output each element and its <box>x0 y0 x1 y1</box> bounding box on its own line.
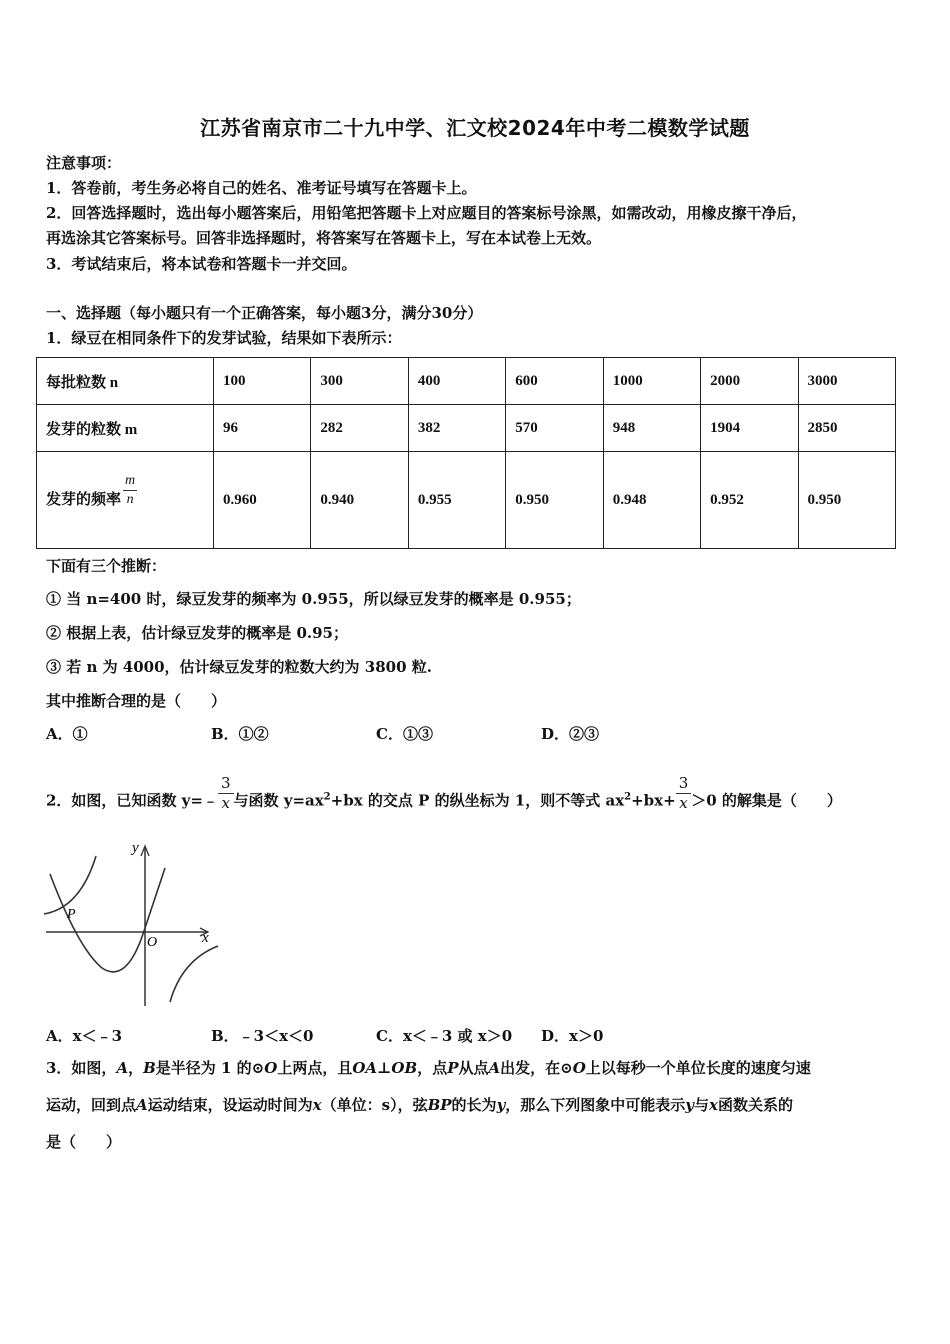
q1-option-d[interactable]: D．②③ <box>541 725 600 743</box>
q2-option-b[interactable]: B．﹣3＜x＜0 <box>211 1027 314 1045</box>
section-heading: 一、选择题（每小题只有一个正确答案，每小题3分，满分30分） <box>46 304 483 322</box>
q3-text: 运动，回到点 <box>46 1096 137 1114</box>
three-over-x-fraction <box>676 774 692 813</box>
table-row-label: 每批粒数 n <box>37 358 214 405</box>
variable-y: y <box>685 1096 695 1114</box>
hyperbola-right-branch <box>170 946 218 1002</box>
fraction-numerator: 3 <box>676 774 692 794</box>
table-cell: 100 <box>214 358 311 405</box>
q3-text: 上两点，且 <box>277 1059 353 1077</box>
q3-text: ，那么下列图象中可能表示 <box>505 1096 686 1114</box>
q1-option-c[interactable]: C．①③ <box>376 725 433 743</box>
q1-stem: 1．绿豆在相同条件下的发芽试验，结果如下表所示： <box>46 329 402 347</box>
q3-stem <box>46 1050 908 1161</box>
q2-option-c[interactable]: C．x＜﹣3 或 x＞0 <box>376 1027 513 1045</box>
q3-text: 3．如图， <box>46 1059 117 1077</box>
q1-option-a[interactable]: A．① <box>46 725 88 743</box>
table-row <box>37 358 896 405</box>
table-cell: 0.940 <box>311 452 408 549</box>
three-over-x-fraction <box>218 774 234 813</box>
q1-intro: 下面有三个推断： <box>46 557 167 575</box>
function-graph <box>40 838 225 1008</box>
q1-question: 其中推断合理的是（ ） <box>46 692 227 710</box>
variable-x: x <box>312 1096 322 1114</box>
notice-item-1: 1．答卷前，考生务必将自己的姓名、准考证号填写在答题卡上。 <box>46 179 477 197</box>
q1-inference-2: ② 根据上表，估计绿豆发芽的概率是 0.95； <box>46 624 348 642</box>
q3-text: 与 <box>694 1096 710 1114</box>
q3-text: （单位：s），弦 <box>321 1096 428 1114</box>
table-cell: 570 <box>506 405 603 452</box>
q2-text-1: 2．如图，已知函数 y=﹣ <box>46 791 218 810</box>
y-axis-label: y <box>132 840 139 856</box>
table-cell: 1000 <box>603 358 700 405</box>
q3-text: 是（ ） <box>46 1133 122 1151</box>
q3-text: 从点 <box>458 1059 489 1077</box>
table-cell: 0.950 <box>506 452 603 549</box>
frequency-label: 发芽的频率 <box>46 491 122 508</box>
germination-table <box>36 357 896 549</box>
q2-stem <box>46 774 842 821</box>
table-cell: 300 <box>311 358 408 405</box>
notice-item-3: 3．考试结束后，将本试卷和答题卡一并交回。 <box>46 255 357 273</box>
chord-bp: BP <box>427 1096 452 1114</box>
circle-o: O <box>264 1059 278 1077</box>
point-b: B <box>143 1059 156 1077</box>
point-p-label: P <box>67 907 76 922</box>
q3-text: 函数关系的 <box>717 1096 793 1114</box>
notice-heading: 注意事项： <box>46 154 122 172</box>
point-a: A <box>136 1096 148 1114</box>
table-row-label: 发芽的粒数 m <box>37 405 214 452</box>
table-row <box>37 405 896 452</box>
table-cell: 0.950 <box>798 452 895 549</box>
table-cell: 0.948 <box>603 452 700 549</box>
variable-x: x <box>709 1096 718 1114</box>
page-title: 江苏省南京市二十九中学、汇文校2024年中考二模数学试题 <box>200 116 750 140</box>
q3-text: 的长为 <box>451 1096 497 1114</box>
table-row <box>37 452 896 549</box>
q3-text: 运动结束，设运动时间为 <box>147 1096 313 1114</box>
q2-text-5: ＞0 的解集是（ ） <box>691 791 842 810</box>
q2-option-d[interactable]: D．x＞0 <box>541 1027 604 1045</box>
fraction-numerator: m <box>123 472 137 491</box>
table-cell: 2000 <box>701 358 798 405</box>
table-cell: 1904 <box>701 405 798 452</box>
q2-text-3: +bx 的交点 P 的纵坐标为 1，则不等式 ax <box>330 791 625 810</box>
q1-inference-1: ① 当 n=400 时，绿豆发芽的频率为 0.955，所以绿豆发芽的概率是 0.955； <box>46 590 581 608</box>
point-a: A <box>116 1059 129 1077</box>
point-p: P <box>447 1059 459 1077</box>
table-row-label <box>37 452 214 549</box>
exponent: 2 <box>323 791 331 803</box>
fraction-denominator: n <box>126 491 134 507</box>
circle-o: O <box>572 1059 586 1077</box>
q2-option-a[interactable]: A．x＜﹣3 <box>46 1027 123 1045</box>
fraction-denominator: x <box>679 794 688 812</box>
q2-text-4: +bx+ <box>631 791 676 810</box>
origin-label: O <box>147 935 158 950</box>
table-cell: 0.955 <box>408 452 505 549</box>
table-cell: 600 <box>506 358 603 405</box>
table-cell: 0.952 <box>701 452 798 549</box>
fraction-numerator: 3 <box>218 774 234 794</box>
hyperbola-left-branch <box>44 856 96 914</box>
table-cell: 0.960 <box>214 452 311 549</box>
table-cell: 282 <box>311 405 408 452</box>
table-cell: 3000 <box>798 358 895 405</box>
table-cell: 400 <box>408 358 505 405</box>
perpendicular-relation: OA⊥OB <box>352 1059 418 1077</box>
notice-item-2: 2．回答选择题时，选出每小题答案后，用铅笔把答题卡上对应题目的答案标号涂黑，如需改动，用橡皮擦干净后， <box>46 204 807 222</box>
q1-inference-3: ③ 若 n 为 4000，估计绿豆发芽的粒数大约为 3800 粒. <box>46 658 432 676</box>
table-cell: 382 <box>408 405 505 452</box>
fraction-denominator: x <box>221 794 230 812</box>
q1-option-b[interactable]: B．①② <box>211 725 269 743</box>
q3-text: 上以每秒一个单位长度的速度匀速 <box>585 1059 811 1077</box>
table-cell: 2850 <box>798 405 895 452</box>
m-over-n-fraction <box>123 472 137 509</box>
q2-text-2: 与函数 y=ax <box>233 791 324 810</box>
notice-item-2-cont: 再选涂其它答案标号。回答非选择题时，将答案写在答题卡上，写在本试卷上无效。 <box>46 229 602 247</box>
q3-text: ，点 <box>417 1059 448 1077</box>
q3-text: 出发，在⊙ <box>500 1059 573 1077</box>
table-cell: 96 <box>214 405 311 452</box>
q3-text: 是半径为 1 的⊙ <box>155 1059 265 1077</box>
point-a: A <box>488 1059 501 1077</box>
x-axis-label: x <box>202 930 209 946</box>
exponent: 2 <box>624 791 632 803</box>
variable-y: y <box>496 1096 506 1114</box>
table-cell: 948 <box>603 405 700 452</box>
q3-text: ， <box>128 1059 144 1077</box>
